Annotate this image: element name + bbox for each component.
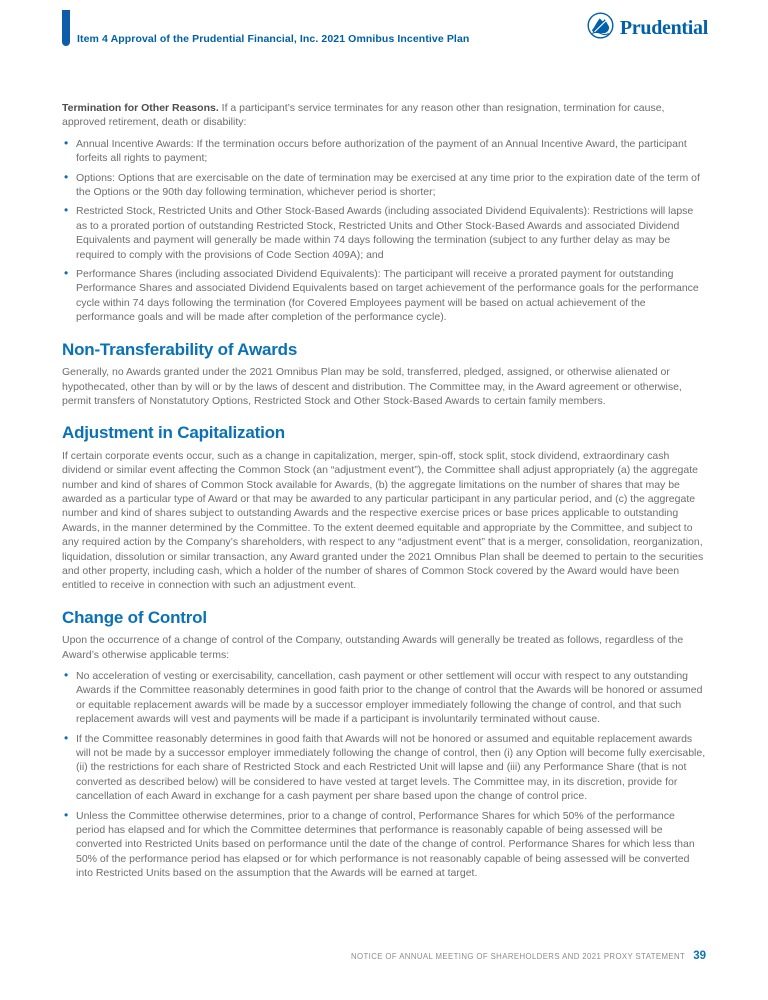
- section-heading-adjustment-in-capitalization: Adjustment in Capitalization: [62, 423, 285, 443]
- termination-bullet-list: [62, 137, 706, 325]
- section-heading-non-transferability: Non-Transferability of Awards: [62, 339, 298, 359]
- section-paragraph: If certain corporate events occur, such as a change in capitalization, merger, spin-off, stock split, stock dividend, extraordinary cash dividend or similar event affecting the Common Stock (an “adjustment event”), the Committee shall adjust appropriately (a) the aggregate number and kind of shares of Common Stock available for Awards, (b) the aggregate limitations on the number of shares that may be awarded as a particular type of Award or that may be awarded to any particular participant in any particular period, and (c) the aggregate number and kind of shares subject to outstanding Awards and the respective exercise prices or base prices applicable to outstanding Awards, in the manner determined by the Committee. To the extent deemed equitable and appropriate by the Committee, and subject to any required action by the Company’s shareholders, with respect to any “adjustment event” that is a merger, consolidation, reorganization, liquidation, dissolution or similar transaction, any Award granted under the 2021 Omnibus Plan shall be deemed to pertain to the securities and other property, including cash, which a holder of the number of shares of Common Stock covered by the Award would have been entitled to receive in connection with such an adjustment event.: [62, 449, 704, 592]
- termination-paragraph: [62, 101, 706, 130]
- prudential-logo: [587, 12, 708, 44]
- section-heading-change-of-control: Change of Control: [62, 607, 207, 627]
- page-header: [62, 10, 708, 46]
- logo-wordmark: Prudential: [619, 16, 708, 39]
- list-item: • Performance Shares (including associated Dividend Equivalents): The participant will receive a prorated payment for outstanding Performance Shares and associated Dividend Equivalents based on target achievement of the performance goals for the performance cycle within 74 days following the termination (for Covered Employees payment will be based on actual achievement of the performance goals and will be made after completion of the performance cycle).: [76, 267, 706, 325]
- document-body: [62, 101, 706, 886]
- list-item: • Annual Incentive Awards: If the termination occurs before authorization of the payment of an Annual Incentive Award, the participant forfeits all rights to payment;: [76, 137, 706, 166]
- rock-of-gibraltar-icon: [587, 12, 614, 44]
- termination-intro-text: If a participant’s service terminates for any reason other than resignation, termination for cause, approved retirement, death or disability:: [62, 102, 665, 129]
- section-paragraph: Upon the occurrence of a change of control of the Company, outstanding Awards will generally be treated as follows, regardless of the Award’s otherwise applicable terms:: [62, 634, 684, 661]
- list-item: • Restricted Stock, Restricted Units and Other Stock-Based Awards (including associated Dividend Equivalents): Restrictions will lapse as to a prorated portion of outstanding Restricted Stock, Restricted Units and Other Stock-Based Awards and associated Dividend Equivalents and payment will generally be made within 74 days following the termination (subject to any further delay as may be required to comply with the provisions of Code Section 409A); and: [76, 204, 706, 262]
- header-accent-bar: [62, 10, 70, 46]
- footer-label: NOTICE OF ANNUAL MEETING OF SHAREHOLDERS AND 2021 PROXY STATEMENT: [351, 952, 686, 961]
- list-item: • Options: Options that are exercisable on the date of termination may be exercised at any time prior to the expiration date of the term of the Options or the 90th day following termination, whichever period is shorter;: [76, 171, 706, 200]
- list-item: • No acceleration of vesting or exercisability, cancellation, cash payment or other settlement will occur with respect to any outstanding Awards if the Committee reasonably determines in good faith prior to the change of control that the Awards will be honored or assumed or equitable replacement awards will be made by a successor employer immediately following the change of control, and that such replacement awards will vest and payments will be made if a participant is involuntarily terminated without cause.: [76, 669, 706, 727]
- termination-lead: Termination for Other Reasons.: [62, 102, 219, 114]
- header-item-block: [62, 10, 469, 46]
- list-item: • If the Committee reasonably determines in good faith that Awards will not be honored or assumed and equitable replacement awards will not be made by a successor employer immediately following the change of control, then (i) any Option will become fully exercisable, (ii) the restrictions for each share of Restricted Stock and each Restricted Unit will lapse and (iii) any Performance Share (that is not converted as described below) will be considered to have vested at target levels. The Committee may, in its discretion, provide for cancellation of each Award in exchange for a cash payment per share based upon the change of control price.: [76, 732, 706, 804]
- header-item-title: Item 4 Approval of the Prudential Financial, Inc. 2021 Omnibus Incentive Plan: [77, 33, 470, 45]
- section-paragraph: Generally, no Awards granted under the 2021 Omnibus Plan may be sold, transferred, pledged, assigned, or otherwise alienated or hypothecated, other than by will or by the laws of descent and distribution. The Committee may, in the Award agreement or otherwise, permit transfers of Nonstatutory Options, Restricted Stock and Other Stock-Based Awards to certain family members.: [62, 366, 682, 407]
- change-of-control-bullet-list: [62, 669, 706, 881]
- page-number: 39: [693, 950, 706, 962]
- list-item: • Unless the Committee otherwise determines, prior to a change of control, Performance Shares for which 50% of the performance period has elapsed and for which the Committee determines that performance is reasonably capable of being assessed will be converted into Restricted Units based on performance until the date of the change of control. Performance Shares for which less than 50% of the performance period has elapsed or for which performance is not reasonably capable of being assessed will be converted into Restricted Units based on the assumption that the Awards will be earned at target.: [76, 809, 706, 881]
- page-footer: [351, 950, 706, 962]
